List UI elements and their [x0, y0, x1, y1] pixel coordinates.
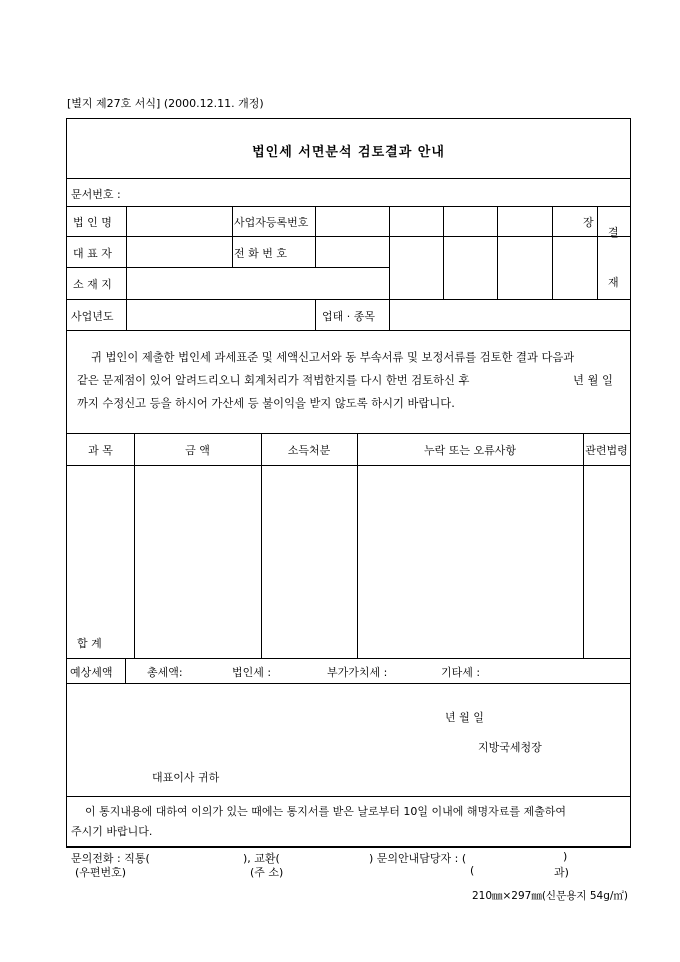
addressee: 대표이사 귀하 — [152, 771, 220, 784]
address-line-label: (주 소) — [250, 866, 284, 879]
tax-analysis-form — [66, 118, 631, 879]
contact-officer-label: ) 문의안내담당자 : ( — [369, 852, 467, 865]
notice-paragraph — [77, 346, 622, 415]
form-header: [별지 제27호 서식] (2000.12.11. 개정) — [67, 97, 264, 110]
phone-label: 전 화 번 호 — [234, 247, 287, 260]
col-amount: 금 액 — [185, 444, 210, 457]
approval-jang: 장 — [583, 216, 594, 229]
paper-spec: 210㎜×297㎜(신문용지 54g/㎡) — [471, 890, 628, 902]
department-label: 과) — [554, 866, 569, 879]
objection-line-1: 이 통지내용에 대하여 이의가 있는 때에는 통지서를 받은 날로부터 10일 이내에 해명자료를 제출하여 — [85, 805, 566, 818]
business-year-label: 사업년도 — [71, 310, 114, 323]
notice-date-fill: 년 월 일 — [573, 374, 613, 387]
contact-close-paren: ) — [563, 850, 568, 863]
notice-line-1: 귀 법인이 제출한 법인세 과세표준 및 세액신고서와 동 부속서류 및 보정서류를 검토한 결과 다음과 — [91, 351, 575, 364]
estimate-corp-tax: 법인세 : — [232, 666, 272, 679]
estimate-other: 기타세 : — [441, 666, 481, 679]
approval-jae: 재 — [608, 276, 619, 289]
contact-exchange-label: ), 교환( — [243, 852, 280, 865]
notice-line-2: 같은 문제점이 있어 알려드리오니 회계처리가 적법한지를 다시 한번 검토하신 후 년 월 일 — [77, 369, 622, 392]
department-open-paren: ( — [470, 864, 475, 877]
col-subject: 과 목 — [88, 444, 113, 457]
estimate-total: 총세액: — [147, 666, 183, 679]
business-type-label: 업태 · 종목 — [322, 310, 375, 323]
reg-number-label: 사업자등록번호 — [234, 216, 309, 229]
corp-name-label: 법 인 명 — [73, 216, 112, 229]
postal-code-label: (우편번호) — [75, 866, 127, 879]
total-label: 합 계 — [77, 637, 102, 650]
tax-office: 지방국세청장 — [478, 741, 542, 754]
col-error-items: 누락 또는 오류사항 — [423, 444, 516, 457]
form-title: 법인세 서면분석 검토결과 안내 — [252, 145, 445, 160]
representative-label: 대 표 자 — [73, 247, 112, 260]
notice-line-3: 까지 수정신고 등을 하시어 가산세 등 불이익을 받지 않도록 하시기 바랍니다. — [77, 397, 455, 410]
contact-direct-label: 문의전화 : 직통( — [71, 852, 150, 865]
col-income-disposition: 소득처분 — [287, 444, 331, 457]
col-related-law: 관련법령 — [585, 444, 628, 457]
estimate-vat: 부가가치세 : — [327, 666, 388, 679]
address-label: 소 재 지 — [73, 278, 112, 291]
objection-line-2: 주시기 바랍니다. — [71, 825, 153, 838]
doc-number-label: 문서번호 : — [71, 188, 121, 201]
approval-gyeol: 결 — [608, 226, 619, 239]
estimate-label: 예상세액 — [70, 666, 113, 679]
issue-date: 년 월 일 — [445, 711, 484, 724]
